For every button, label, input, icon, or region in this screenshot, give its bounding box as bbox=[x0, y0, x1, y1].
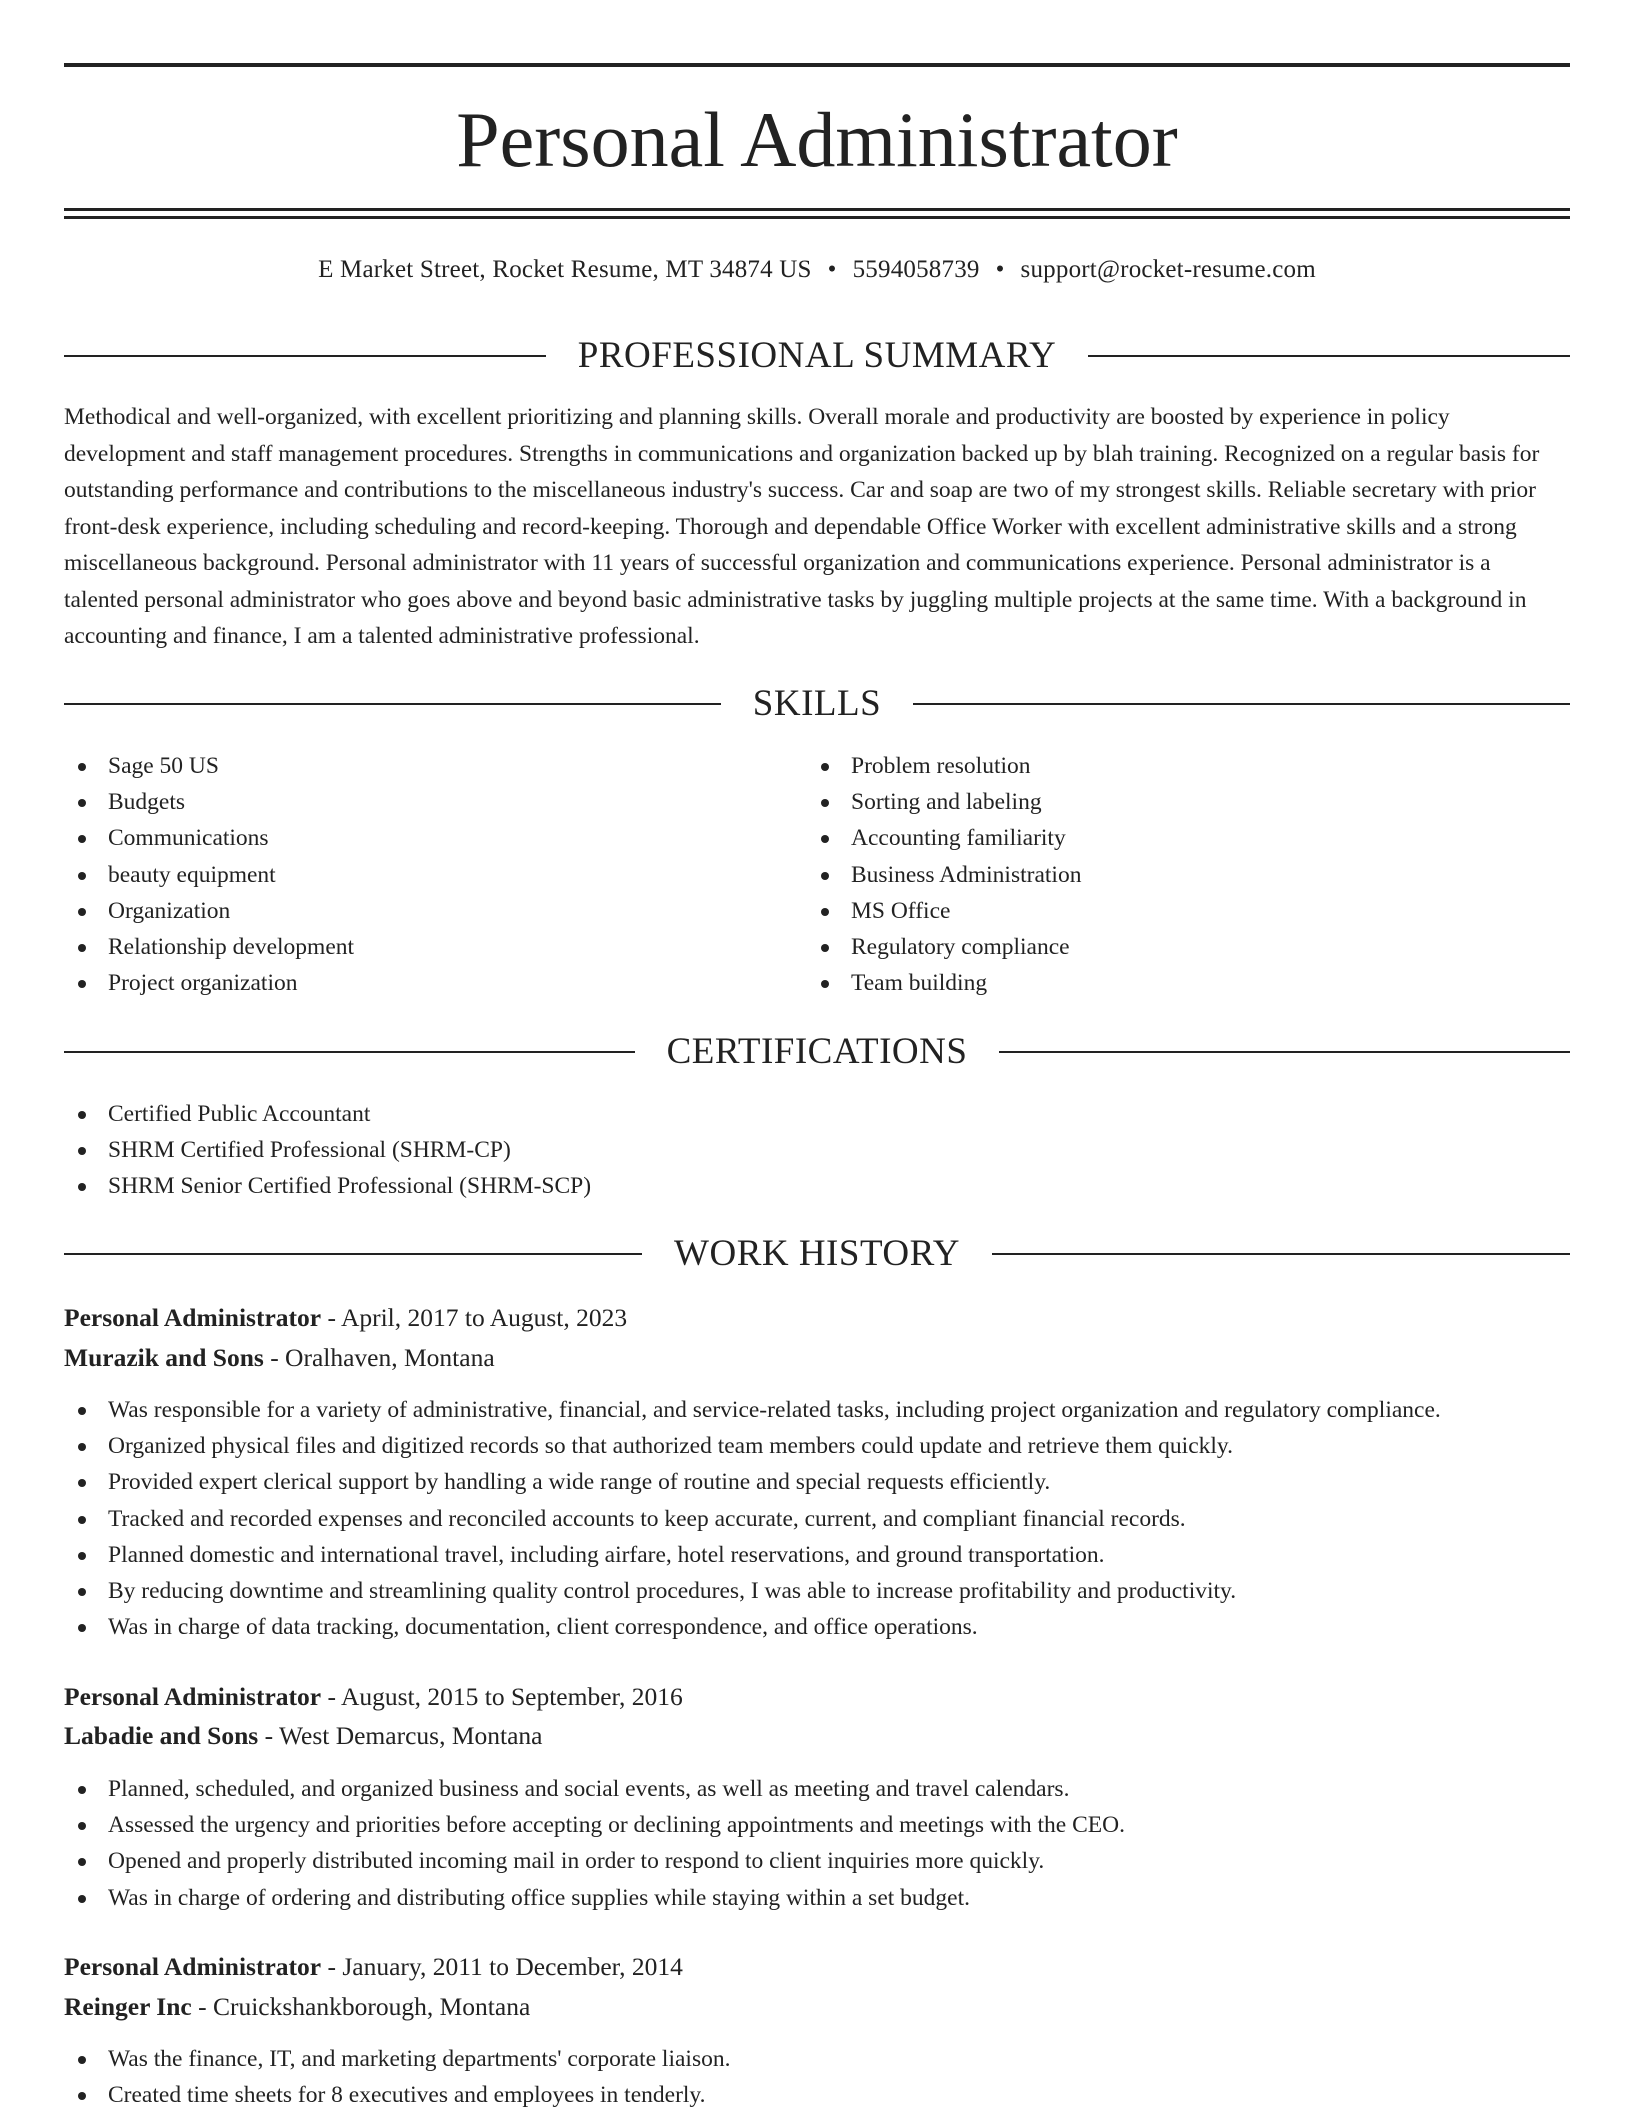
list-item: Budgets bbox=[64, 784, 764, 820]
list-item: Accounting familiarity bbox=[807, 820, 1507, 856]
list-item: Project organization bbox=[64, 965, 764, 1001]
bullet-icon bbox=[78, 1822, 86, 1830]
header-bottom-rule-2 bbox=[64, 216, 1570, 219]
contact-separator: • bbox=[827, 256, 837, 283]
list-item: Certified Public Accountant bbox=[64, 1096, 1570, 1132]
divider bbox=[64, 355, 546, 357]
divider bbox=[64, 1253, 642, 1255]
bullet-icon bbox=[78, 1443, 86, 1451]
bullet-icon bbox=[78, 1183, 86, 1191]
bullet-icon bbox=[821, 763, 829, 771]
section-title: CERTIFICATIONS bbox=[666, 1031, 968, 1072]
contact-separator: • bbox=[995, 256, 1005, 283]
bullet-icon bbox=[78, 1858, 86, 1866]
list-item: SHRM Certified Professional (SHRM-CP) bbox=[64, 1132, 1570, 1168]
bullet-icon bbox=[78, 1624, 86, 1632]
divider bbox=[999, 1051, 1570, 1053]
job-company: Labadie and Sons bbox=[64, 1721, 259, 1750]
section-title: PROFESSIONAL SUMMARY bbox=[577, 335, 1057, 376]
job-location: - West Demarcus, Montana bbox=[258, 1721, 543, 1750]
job-bullets bbox=[64, 1771, 1570, 1916]
job-dates: - January, 2011 to December, 2014 bbox=[321, 1952, 683, 1981]
job-company-line bbox=[64, 1988, 530, 2026]
job-bullets bbox=[64, 1392, 1570, 1645]
bullet-icon bbox=[821, 980, 829, 988]
divider bbox=[64, 703, 721, 705]
list-item: Opened and properly distributed incoming mail in order to respond to client inquiries more quickly. bbox=[64, 1843, 1570, 1879]
bullet-icon bbox=[821, 872, 829, 880]
page-title: Personal Administrator bbox=[456, 96, 1178, 183]
job-location: - Oralhaven, Montana bbox=[263, 1343, 495, 1372]
header-bottom-rule-1 bbox=[64, 208, 1570, 211]
contact-address: E Market Street, Rocket Resume, MT 34874 US bbox=[318, 256, 812, 283]
list-item: Sage 50 US bbox=[64, 748, 764, 784]
bullet-icon bbox=[78, 2092, 86, 2100]
bullet-icon bbox=[78, 1111, 86, 1119]
contact-line bbox=[64, 252, 1570, 288]
divider bbox=[64, 1051, 635, 1053]
list-item: Was responsible for a variety of administrative, financial, and service-related tasks, including project organization and regulatory compliance. bbox=[64, 1392, 1570, 1428]
list-item: Created time sheets for 8 executives and employees in tenderly. bbox=[64, 2077, 1570, 2113]
section-heading-work-history bbox=[64, 1232, 1570, 1276]
job-company-line bbox=[64, 1717, 542, 1755]
bullet-icon bbox=[78, 835, 86, 843]
divider bbox=[913, 703, 1570, 705]
list-item: Was in charge of ordering and distributing office supplies while staying within a set budget. bbox=[64, 1880, 1570, 1916]
section-title: SKILLS bbox=[752, 683, 882, 724]
list-item: Team building bbox=[807, 965, 1507, 1001]
list-item: Sorting and labeling bbox=[807, 784, 1507, 820]
list-item: Was in charge of data tracking, documentation, client correspondence, and office operations. bbox=[64, 1609, 1570, 1645]
bullet-icon bbox=[78, 872, 86, 880]
contact-email: support@rocket-resume.com bbox=[1020, 256, 1316, 283]
list-item: Organized physical files and digitized records so that authorized team members could update and retrieve them quickly. bbox=[64, 1428, 1570, 1464]
job-company-line bbox=[64, 1339, 495, 1377]
list-item: Organization bbox=[64, 893, 764, 929]
bullet-icon bbox=[78, 908, 86, 916]
job-location: - Cruickshankborough, Montana bbox=[191, 1992, 531, 2021]
section-heading-skills bbox=[64, 682, 1570, 726]
job-title-line bbox=[64, 1948, 683, 1986]
job-title-line bbox=[64, 1678, 683, 1716]
bullet-icon bbox=[78, 1407, 86, 1415]
job-company: Murazik and Sons bbox=[64, 1343, 264, 1372]
section-heading-certifications bbox=[64, 1030, 1570, 1074]
list-item: Provided expert clerical support by handling a wide range of routine and special requests efficiently. bbox=[64, 1464, 1570, 1500]
job-title: Personal Administrator bbox=[64, 1952, 322, 1981]
divider bbox=[1088, 355, 1570, 357]
bullet-icon bbox=[78, 2056, 86, 2064]
job-bullets bbox=[64, 2041, 1570, 2113]
bullet-icon bbox=[78, 1552, 86, 1560]
bullet-icon bbox=[78, 1588, 86, 1596]
job-title: Personal Administrator bbox=[64, 1682, 322, 1711]
bullet-icon bbox=[78, 1516, 86, 1524]
list-item: By reducing downtime and streamlining quality control procedures, I was able to increase profitability and productivity. bbox=[64, 1573, 1570, 1609]
bullet-icon bbox=[821, 799, 829, 807]
bullet-icon bbox=[821, 835, 829, 843]
divider bbox=[992, 1253, 1570, 1255]
bullet-icon bbox=[78, 1147, 86, 1155]
bullet-icon bbox=[821, 944, 829, 952]
list-item: Relationship development bbox=[64, 929, 764, 965]
job-title: Personal Administrator bbox=[64, 1303, 322, 1332]
list-item: Assessed the urgency and priorities before accepting or declining appointments and meetings with the CEO. bbox=[64, 1807, 1570, 1843]
list-item: MS Office bbox=[807, 893, 1507, 929]
bullet-icon bbox=[78, 763, 86, 771]
job-dates: - April, 2017 to August, 2023 bbox=[321, 1303, 628, 1332]
summary-text: Methodical and well-organized, with excellent prioritizing and planning skills. Overall morale and productivity are boosted by experience in policy development and staff management procedures. Strengths in communications and organization backed up by blah training. Recognized on a regular basis for outstanding performance and contributions to the miscellaneous industry's success. Car and soap are two of my strongest skills. Reliable secretary with prior front-desk experience, including scheduling and record-keeping. Thorough and dependable Office Worker with excellent administrative skills and a strong miscellaneous background. Personal administrator with 11 years of successful organization and communications experience. Personal administrator is a talented personal administrator who goes above and beyond basic administrative tasks by juggling multiple projects at the same time. With a background in accounting and finance, I am a talented administrative professional. bbox=[64, 404, 1540, 649]
bullet-icon bbox=[78, 799, 86, 807]
bullet-icon bbox=[78, 1479, 86, 1487]
list-item: Planned, scheduled, and organized business and social events, as well as meeting and travel calendars. bbox=[64, 1771, 1570, 1807]
bullet-icon bbox=[78, 944, 86, 952]
certifications-list bbox=[64, 1096, 1570, 1205]
list-item: SHRM Senior Certified Professional (SHRM-SCP) bbox=[64, 1168, 1570, 1204]
job-title-line bbox=[64, 1299, 627, 1337]
header-top-rule bbox=[64, 63, 1570, 67]
list-item: Communications bbox=[64, 820, 764, 856]
list-item: Business Administration bbox=[807, 857, 1507, 893]
list-item: Was the finance, IT, and marketing departments' corporate liaison. bbox=[64, 2041, 1570, 2077]
section-heading-summary bbox=[64, 334, 1570, 378]
skills-list-left bbox=[64, 748, 764, 1001]
bullet-icon bbox=[821, 908, 829, 916]
list-item: Tracked and recorded expenses and reconciled accounts to keep accurate, current, and compliant financial records. bbox=[64, 1501, 1570, 1537]
bullet-icon bbox=[78, 1895, 86, 1903]
list-item: Problem resolution bbox=[807, 748, 1507, 784]
list-item: beauty equipment bbox=[64, 857, 764, 893]
list-item: Regulatory compliance bbox=[807, 929, 1507, 965]
section-title: WORK HISTORY bbox=[674, 1233, 960, 1274]
job-dates: - August, 2015 to September, 2016 bbox=[321, 1682, 683, 1711]
job-company: Reinger Inc bbox=[64, 1992, 192, 2021]
list-item: Planned domestic and international travel, including airfare, hotel reservations, and ground transportation. bbox=[64, 1537, 1570, 1573]
contact-phone: 5594058739 bbox=[852, 256, 980, 283]
skills-list-right bbox=[807, 748, 1507, 1001]
bullet-icon bbox=[78, 1786, 86, 1794]
bullet-icon bbox=[78, 980, 86, 988]
